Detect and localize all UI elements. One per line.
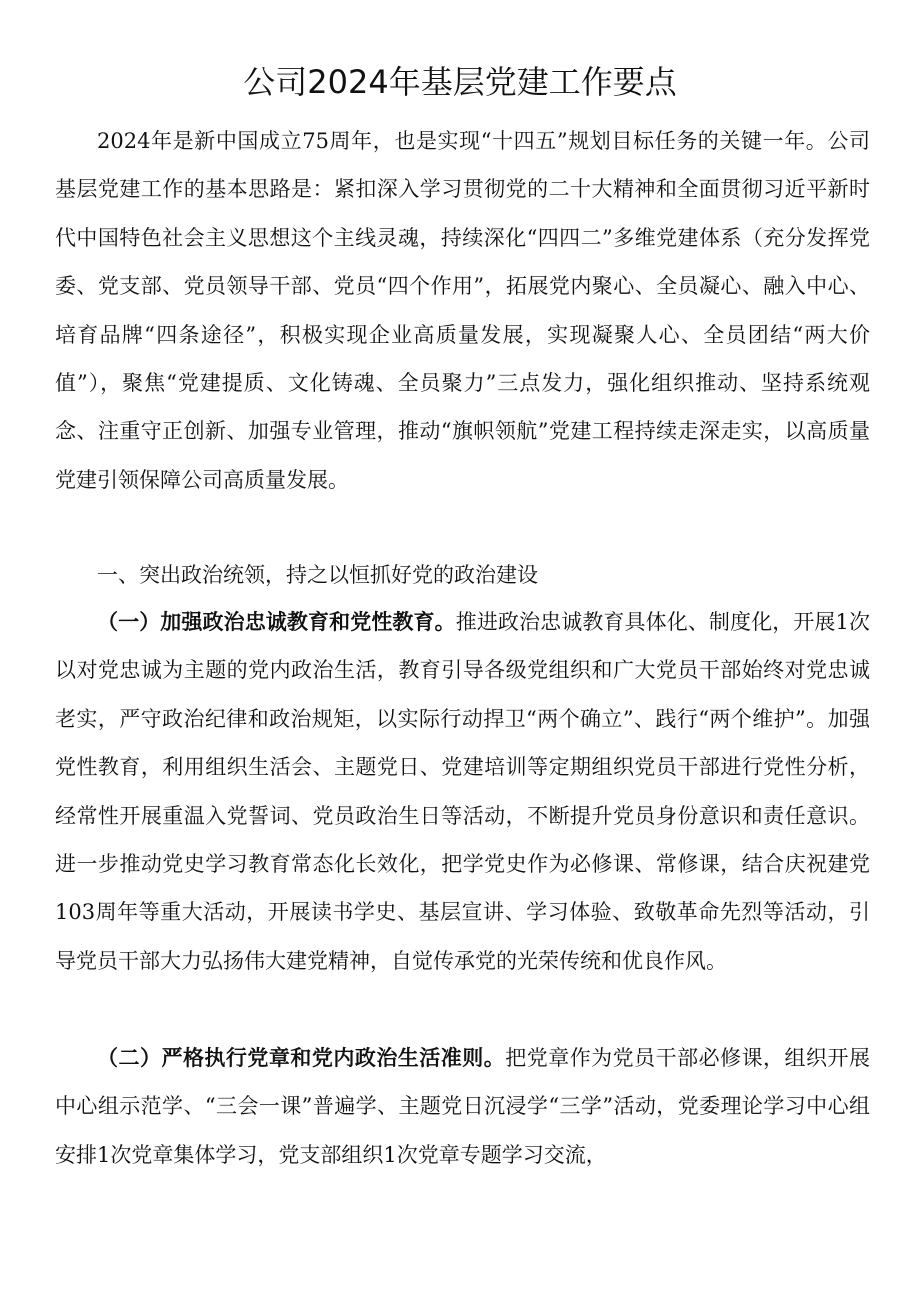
item-paragraph <box>55 1034 870 1179</box>
section-heading: 一、突出政治统领，持之以恒抓好党的政治建设 <box>97 563 538 587</box>
item-lead: （二）严格执行党章和党内政治生活准则。 <box>97 1045 506 1070</box>
item-paragraph <box>55 598 870 985</box>
item-body: 把党章作为党员干部必修课，组织开展中心组示范学、“三会一课”普遍学、主题党日沉浸学“三学”活动，党委理论学习中心组安排1次党章集体学习，党支部组织1次党章专题学习交流， <box>55 1046 871 1167</box>
intro-paragraph: 2024年是新中国成立75周年，也是实现“十四五”规划目标任务的关键一年。公司基层党建工作的基本思路是：紧扣深入学习贯彻党的二十大精神和全面贯彻习近平新时代中国特色社会主义思想这个主线灵魂，持续深化“四四二”多维党建体系（充分发挥党委、党支部、党员领导干部、党员“四个作用”，拓展党内聚心、全员凝心、融入中心、培育品牌“四条途径”，积极实现企业高质量发展，实现凝聚人心、全员团结“两大价值”），聚焦“党建提质、文化铸魂、全员聚力”三点发力，强化组织推动、坚持系统观念、注重守正创新、加强专业管理，推动“旗帜领航”党建工程持续走深走实，以高质量党建引领保障公司高质量发展。 <box>55 129 870 492</box>
item-lead: （一）加强政治忠诚教育和党性教育。 <box>97 609 456 634</box>
item-body: 推进政治忠诚教育具体化、制度化，开展1次以对党忠诚为主题的党内政治生活，教育引导各级党组织和广大党员干部始终对党忠诚老实，严守政治纪律和政治规矩，以实际行动捍卫“两个确立”、践行“两个维护”。加强党性教育，利用组织生活会、主题党日、党建培训等定期组织党员干部进行党性分析，经常性开展重温入党誓词、党员政治生日等活动，不断提升党员身份意识和责任意识。进一步推动党史学习教育常态化长效化，把学党史作为必修课、常修课，结合庆祝建党103周年等重大活动，开展读书学史、基层宣讲、学习体验、致敬革命先烈等活动，引导党员干部大力弘扬伟大建党精神，自觉传承党的光荣传统和优良作风。 <box>55 610 870 973</box>
document-title: 公司2024年基层党建工作要点 <box>243 63 677 101</box>
